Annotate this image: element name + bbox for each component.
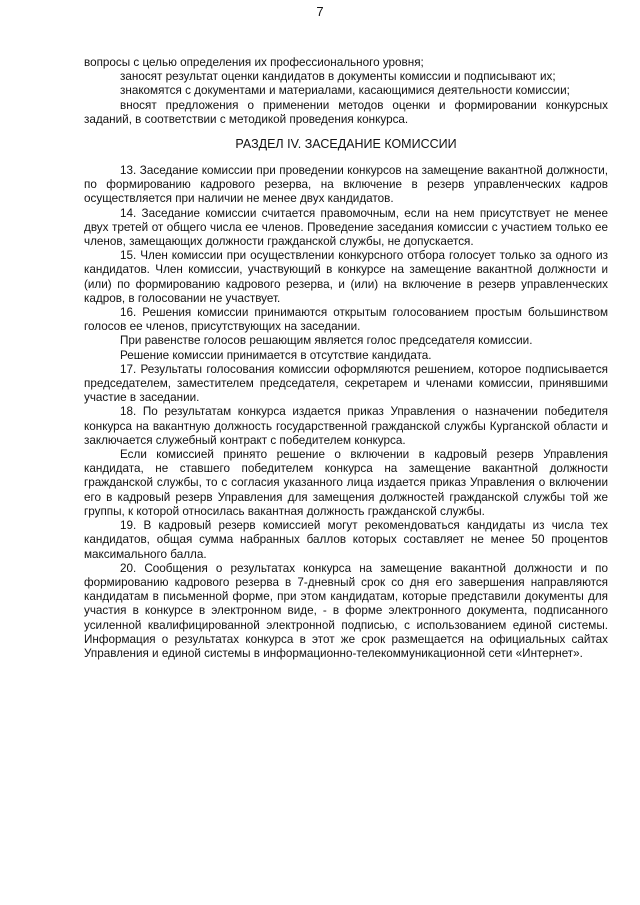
paragraph: знакомятся с документами и материалами, касающимися деятельности комиссии;	[120, 84, 570, 98]
document-body	[84, 56, 608, 661]
paragraph-16: 16. Решения комиссии принимаются открытым голосованием простым большинством голосов ее членов, присутствующих на заседании.	[84, 306, 608, 334]
paragraph-13: 13. Заседание комиссии при проведении конкурсов на замещение вакантной должности, по формированию кадрового резерва, на включение в резерв управленческих кадров осуществляется при наличии не менее двух кандидатов.	[84, 164, 608, 206]
paragraph-18: 18. По результатам конкурса издается приказ Управления о назначении победителя конкурса на вакантную должность государственной гражданской службы Курганской области и заключается служебный контракт с победителем конкурса.	[84, 405, 608, 447]
paragraph-20: 20. Сообщения о результатах конкурса на замещение вакантной должности и по формированию кадрового резерва в 7-дневный срок со дня его завершения направляются кандидатам в письменной форме, при этом кандидатам, которые представили документы для участия в конкурсе в электронном виде, - в форме электронного документа, подписанного усиленной квалифицированной электронной подписью, с использованием единой системы. Информация о результатах конкурса в этот же срок размещается на официальных сайтах Управления и единой системы в информационно-телекоммуникационной сети «Интернет».	[84, 561, 608, 660]
page-number: 7	[316, 4, 324, 19]
paragraph-16-absence: Решение комиссии принимается в отсутствие кандидата.	[120, 348, 432, 362]
paragraph-16-tie-vote: При равенстве голосов решающим является голос председателя комиссии.	[120, 334, 533, 348]
paragraph: вносят предложения о применении методов оценки и формировании конкурсных заданий, в соответствии с методикой проведения конкурса.	[84, 98, 608, 126]
paragraph-18-reserve: Если комиссией принято решение о включении в кадровый резерв Управления кандидата, не ставшего победителем конкурса на замещение вакантной должности гражданской службы, то с согласия указанного лица издается приказ Управления о включении его в кадровый резерв Управления для замещения должностей гражданской службы той же группы, к которой относилась вакантная должность гражданской службы.	[84, 448, 608, 518]
paragraph-14: 14. Заседание комиссии считается правомочным, если на нем присутствует не менее двух третей от общего числа ее членов. Проведение заседания комиссии с участием только ее членов, замещающих должности гражданской службы, не допускается.	[84, 206, 608, 249]
paragraph-15: 15. Член комиссии при осуществлении конкурсного отбора голосует только за одного из кандидатов. Член комиссии, участвующий в конкурсе на замещение вакантной должности и (или) по формированию кадрового резерва, и (или) на включение в резерв управленческих кадров, в голосовании не участвует.	[84, 249, 608, 305]
paragraph-continuation: вопросы с целью определения их профессионального уровня;	[84, 56, 424, 69]
paragraph-17: 17. Результаты голосования комиссии оформляются решением, которое подписывается председателем, заместителем председателя, секретарем и членами комиссии, принявшими участие в заседании.	[84, 362, 608, 405]
section-title: РАЗДЕЛ IV. ЗАСЕДАНИЕ КОМИССИИ	[235, 137, 457, 152]
paragraph-19: 19. В кадровый резерв комиссией могут рекомендоваться кандидаты из числа тех кандидатов, общая сумма набранных баллов которых составляет не менее 50 процентов максимального балла.	[84, 519, 608, 561]
paragraph: заносят результат оценки кандидатов в документы комиссии и подписывают их;	[120, 70, 556, 84]
